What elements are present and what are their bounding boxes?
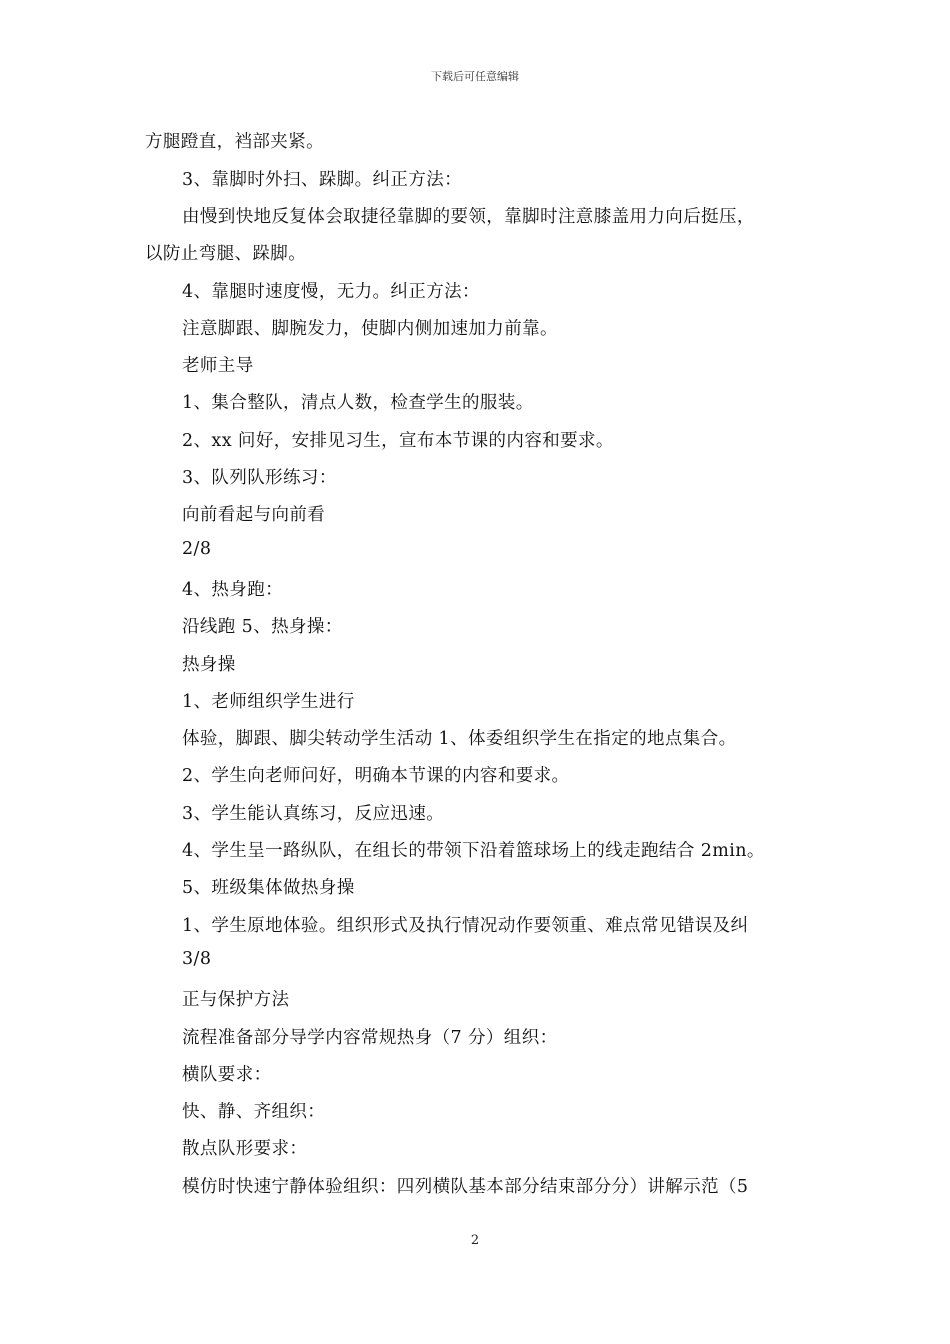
text-line: 5、班级集体做热身操 (182, 878, 355, 898)
text-line: 老师主导 (182, 356, 254, 376)
text-line: 模仿时快速宁静体验组织：四列横队基本部分结束部分分）讲解示范（5 (182, 1177, 749, 1197)
text-line: 4、热身跑： (182, 580, 284, 600)
text-line: 热身操 (182, 655, 236, 675)
text-line: 正与保护方法 (182, 990, 290, 1010)
text-line: 方腿蹬直，裆部夹紧。 (145, 132, 324, 152)
text-line: 1、老师组织学生进行 (182, 692, 355, 712)
text-line: 散点队形要求： (182, 1139, 308, 1159)
page-number: 2 (470, 1233, 480, 1248)
text-line: 向前看起与向前看 (182, 505, 326, 525)
text-line: 沿线跑 5、热身操： (182, 617, 343, 637)
text-line: 3、队列队形练习： (182, 468, 337, 488)
text-line: 2/8 (182, 539, 212, 559)
text-line: 3、靠脚时外扫、跺脚。纠正方法： (182, 170, 463, 190)
text-line: 2、xx 问好，安排见习生，宣布本节课的内容和要求。 (182, 431, 614, 451)
text-line: 1、集合整队，清点人数，检查学生的服装。 (182, 393, 534, 413)
text-line: 3、学生能认真练习，反应迅速。 (182, 804, 445, 824)
text-line: 体验，脚跟、脚尖转动学生活动 1、体委组织学生在指定的地点集合。 (182, 729, 737, 749)
text-line: 横队要求： (182, 1065, 272, 1085)
text-line: 3/8 (182, 949, 212, 969)
text-line: 4、学生呈一路纵队，在组长的带领下沿着篮球场上的线走跑结合 2min。 (182, 841, 765, 861)
text-line: 4、靠腿时速度慢，无力。纠正方法： (182, 282, 480, 302)
text-line: 注意脚跟、脚腕发力，使脚内侧加速加力前靠。 (182, 319, 558, 339)
text-line: 以防止弯腿、跺脚。 (145, 244, 307, 264)
text-line: 由慢到快地反复体会取捷径靠脚的要领，靠脚时注意膝盖用力向后挺压， (182, 207, 755, 227)
text-line: 流程准备部分导学内容常规热身（7 分）组织： (182, 1028, 558, 1048)
text-line: 快、静、齐组织： (182, 1102, 326, 1122)
text-line: 2、学生向老师问好，明确本节课的内容和要求。 (182, 766, 570, 786)
page-header: 下载后可任意编辑 (431, 70, 519, 83)
text-line: 1、学生原地体验。组织形式及执行情况动作要领重、难点常见错误及纠 (182, 916, 749, 936)
